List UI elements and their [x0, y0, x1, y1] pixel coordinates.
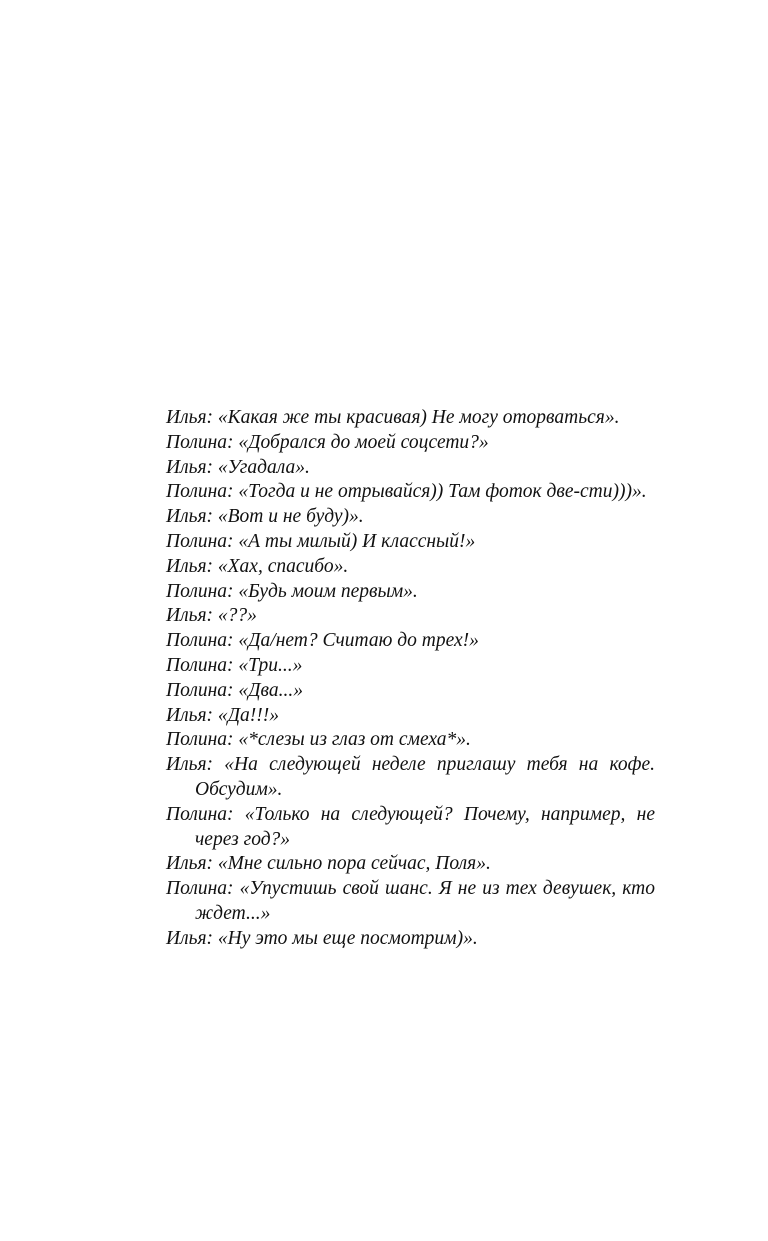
dialogue-line: Полина: «Да/нет? Считаю до трех!»: [166, 630, 479, 652]
dialogue-line: Полина: «Два...»: [166, 679, 304, 701]
dialogue-line: Илья: «Вот и не буду)».: [166, 506, 364, 528]
dialogue-text: [166, 406, 655, 952]
dialogue-line: Илья: «Хах, спасибо».: [166, 555, 349, 577]
dialogue-line: Илья: «Да!!!»: [166, 704, 280, 726]
dialogue-line: Полина: «Тогда и не отрывайся)) Там фоток две-сти)))».: [166, 481, 647, 503]
dialogue-line: Полина: «*слезы из глаз от смеха*».: [166, 729, 471, 751]
dialogue-line: Илья: «Какая же ты красивая) Не могу оторваться».: [166, 407, 620, 428]
dialogue-line: Полина: «Будь моим первым».: [166, 580, 418, 602]
dialogue-line: Полина: «Добрался до моей соцсети?»: [166, 431, 489, 453]
dialogue-line: Илья: «Ну это мы еще посмотрим)».: [166, 927, 478, 949]
dialogue-line: Полина: «Только на следующей? Почему, например, не через год?»: [166, 803, 655, 850]
dialogue-line: Илья: «На следующей неделе приглашу тебя на кофе. Обсудим».: [166, 754, 655, 800]
dialogue-line: Полина: «Упустишь свой шанс. Я не из тех девушек, кто ждет...»: [166, 878, 655, 924]
dialogue-line: Илья: «Угадала».: [166, 456, 310, 478]
dialogue-line: Полина: «А ты милый) И классный!»: [166, 530, 476, 552]
dialogue-line: Илья: «??»: [166, 605, 257, 627]
dialogue-line: Илья: «Мне сильно пора сейчас, Поля».: [166, 853, 491, 875]
dialogue-line: Полина: «Три...»: [166, 654, 303, 676]
